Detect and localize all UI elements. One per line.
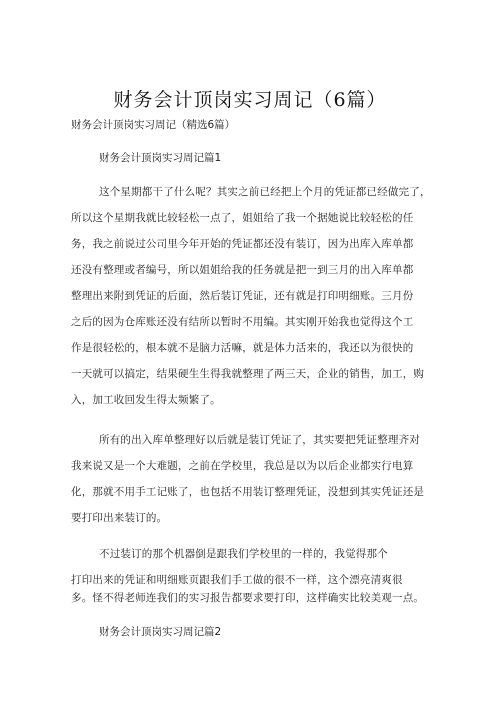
section-heading-1: 财务会计顶岗实习周记篇1 — [99, 152, 222, 164]
paragraph-1-line: 一天就可以搞定，结果硬生生得我就整理了两三天，企业的销售，加工，购 — [71, 368, 425, 380]
paragraph-3-line: 不过装订的那个机器倒是跟我们学校里的一样的，我觉得那个 — [99, 548, 388, 560]
paragraph-1-line: 务，我之前说过公司里今年开始的凭证都还没有装订，因为出库入库单都 — [71, 238, 414, 250]
paragraph-1-line: 作是很轻松的，根本就不是脑力活嘛，就是体力活来的，我还以为很快的 — [71, 342, 414, 354]
paragraph-1-line: 所以这个星期我就比较轻松一点了，姐姐给了我一个据她说比较轻松的任 — [71, 212, 414, 224]
paragraph-2-line: 所有的出入库单整理好以后就是装订凭证了，其实要把凭证整理齐对 — [99, 434, 420, 446]
paragraph-1-line: 还没有整理或者编号，所以姐姐给我的任务就是把一到三月的出入库单都 — [71, 264, 414, 276]
paragraph-1-line: 整理出来附到凭证的后面，然后装订凭证，还有就是打印明细账。三月份 — [71, 290, 414, 302]
paragraph-1-line: 这个星期都干了什么呢？其实之前已经把上个月的凭证都已经做完了， — [99, 186, 431, 198]
paragraph-3-line: 打印出来的凭证和明细账页跟我们手工做的很不一样，这个漂亮清爽很 — [71, 574, 403, 586]
paragraph-2-line: 要打印出来装订的。 — [71, 512, 168, 524]
paragraph-2-line: 化，那就不用手工记账了，也包括不用装订整理凭证，没想到其实凭证还是 — [71, 486, 425, 498]
paragraph-1-line: 之后的因为仓库账还没有结所以暂时不用编。其实刚开始我也觉得这个工 — [71, 316, 414, 328]
paragraph-3-line: 多。怪不得老师连我们的实习报告都要求要打印，这样确实比较美观一点。 — [71, 592, 425, 604]
section-heading-2: 财务会计顶岗实习周记篇2 — [99, 626, 222, 638]
document-subtitle: 财务会计顶岗实习周记（精选6篇） — [71, 119, 236, 131]
paragraph-2-line: 我来说又是一个大难题，之前在学校里，我总是以为以后企业都实行电算 — [71, 460, 414, 472]
document-title: 财务会计顶岗实习周记（6篇） — [113, 89, 387, 111]
paragraph-1-line: 入，加工收回发生得太频繁了。 — [71, 394, 221, 406]
